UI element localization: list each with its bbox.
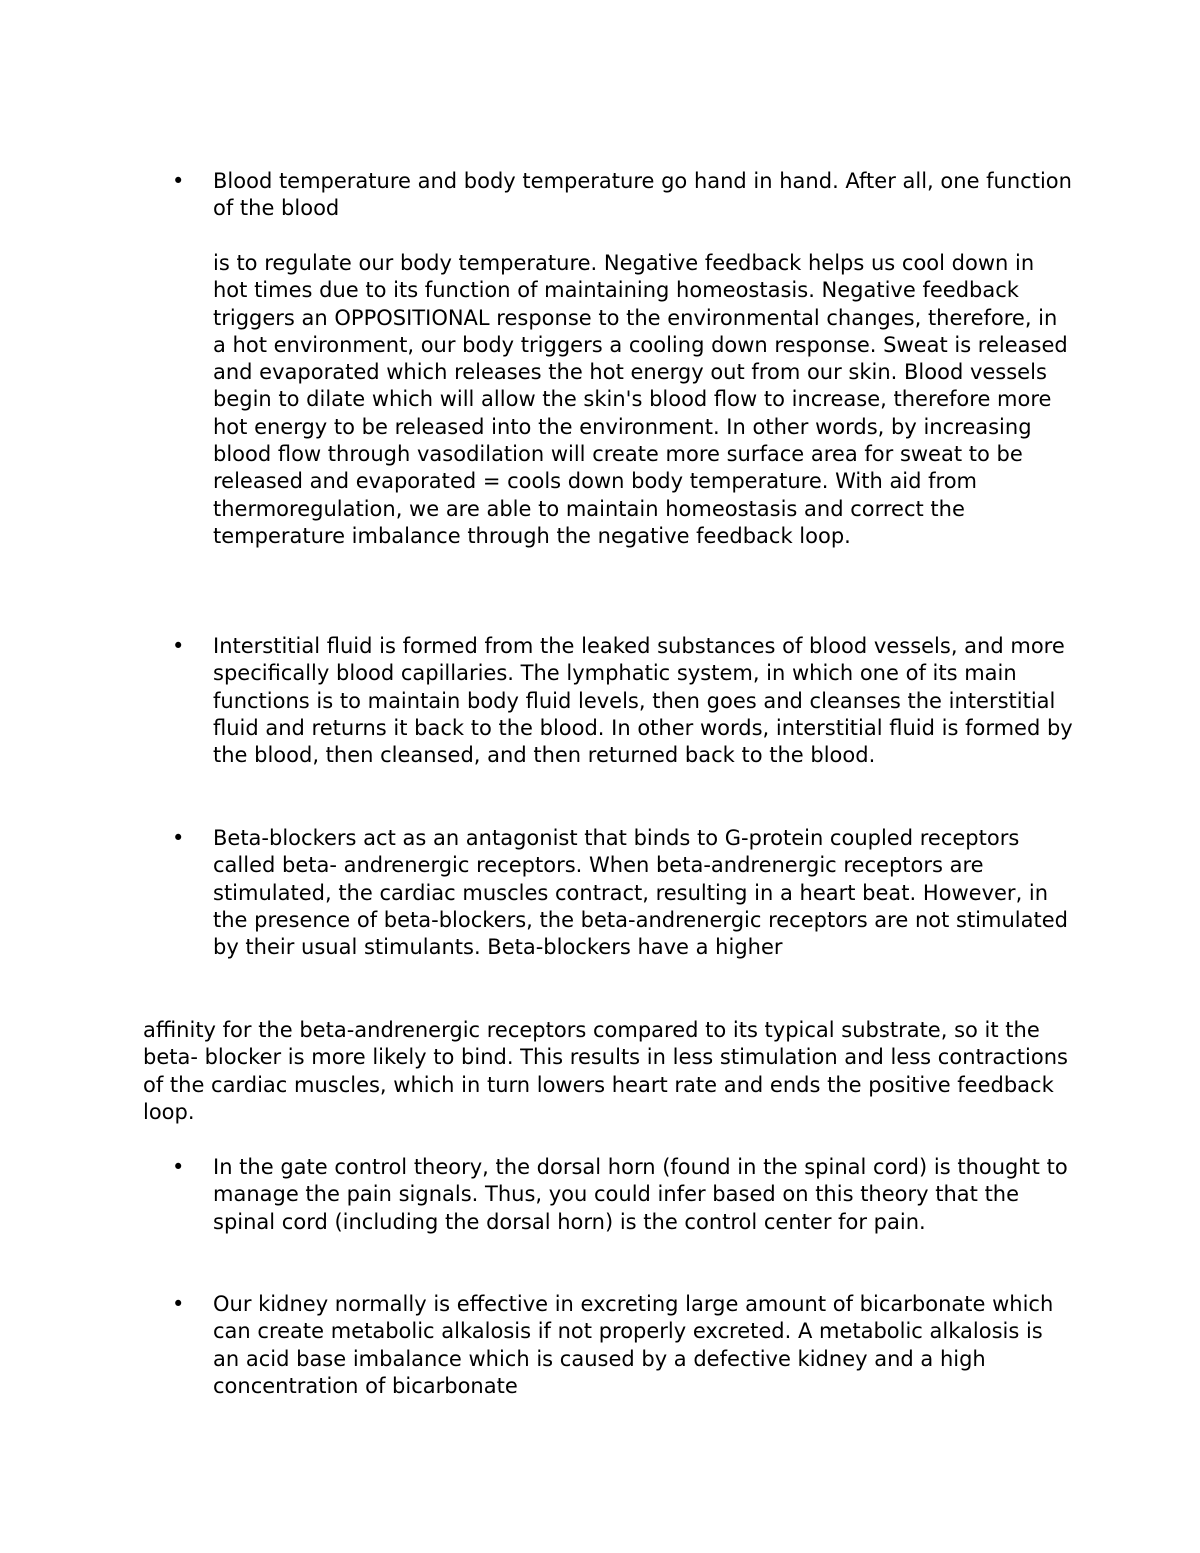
paragraph-beta-blockers-continued: affinity for the beta-andrenergic receptors compared to its typical substrate, so it the beta- blocker is more likely to bind. This results in less stimulation and less contractions of the cardiac muscles, which in turn lowers heart rate and ends the positive feedback loop. [143, 1018, 1068, 1124]
paragraph-beta-blockers: Beta-blockers act as an antagonist that binds to G-protein coupled receptors called beta- andrenergic receptors. When beta-andrenergic receptors are stimulated, the cardiac muscles contract, resulting in a heart beat. However, in the presence of beta-blockers, the beta-andrenergic receptors are not stimulated by their usual stimulants. Beta-blockers have a higher [213, 826, 1068, 960]
bullet-marker: • [172, 1292, 185, 1316]
paragraph-kidney: Our kidney normally is effective in excreting large amount of bicarbonate which can create metabolic alkalosis if not properly excreted. A metabolic alkalosis is an acid base imbalance which is caused by a defective kidney and a high concentration of bicarbonate [213, 1292, 1054, 1398]
bullet-marker: • [172, 634, 185, 658]
bullet-marker: • [172, 1155, 185, 1179]
paragraph-blood-temperature: Blood temperature and body temperature go hand in hand. After all, one function of the blood [213, 169, 1072, 221]
paragraph-blood-temperature-continued: is to regulate our body temperature. Negative feedback helps us cool down in hot times due to its function of maintaining homeostasis. Negative feedback triggers an OPPOSITIONAL response to the environmental changes, therefore, in a hot environment, our body triggers a cooling down response. Sweat is released and evaporated which releases the hot energy out from our skin. Blood vessels begin to dilate which will allow the skin's blood flow to increase, therefore more hot energy to be released into the environment. In other words, by increasing blood flow through vasodilation will create more surface area for sweat to be released and evaporated = cools down body temperature. With aid from thermoregulation, we are able to maintain homeostasis and correct the temperature imbalance through the negative feedback loop. [213, 251, 1068, 548]
bullet-marker: • [172, 826, 185, 850]
paragraph-gate-control: In the gate control theory, the dorsal horn (found in the spinal cord) is thought to manage the pain signals. Thus, you could infer based on this theory that the spinal cord (including the dorsal horn) is the control center for pain. [213, 1155, 1068, 1234]
paragraph-interstitial-fluid: Interstitial fluid is formed from the leaked substances of blood vessels, and more specifically blood capillaries. The lymphatic system, in which one of its main functions is to maintain body fluid levels, then goes and cleanses the interstitial fluid and returns it back to the blood. In other words, interstitial fluid is formed by the blood, then cleansed, and then returned back to the blood. [213, 634, 1073, 768]
bullet-marker: • [172, 169, 185, 193]
